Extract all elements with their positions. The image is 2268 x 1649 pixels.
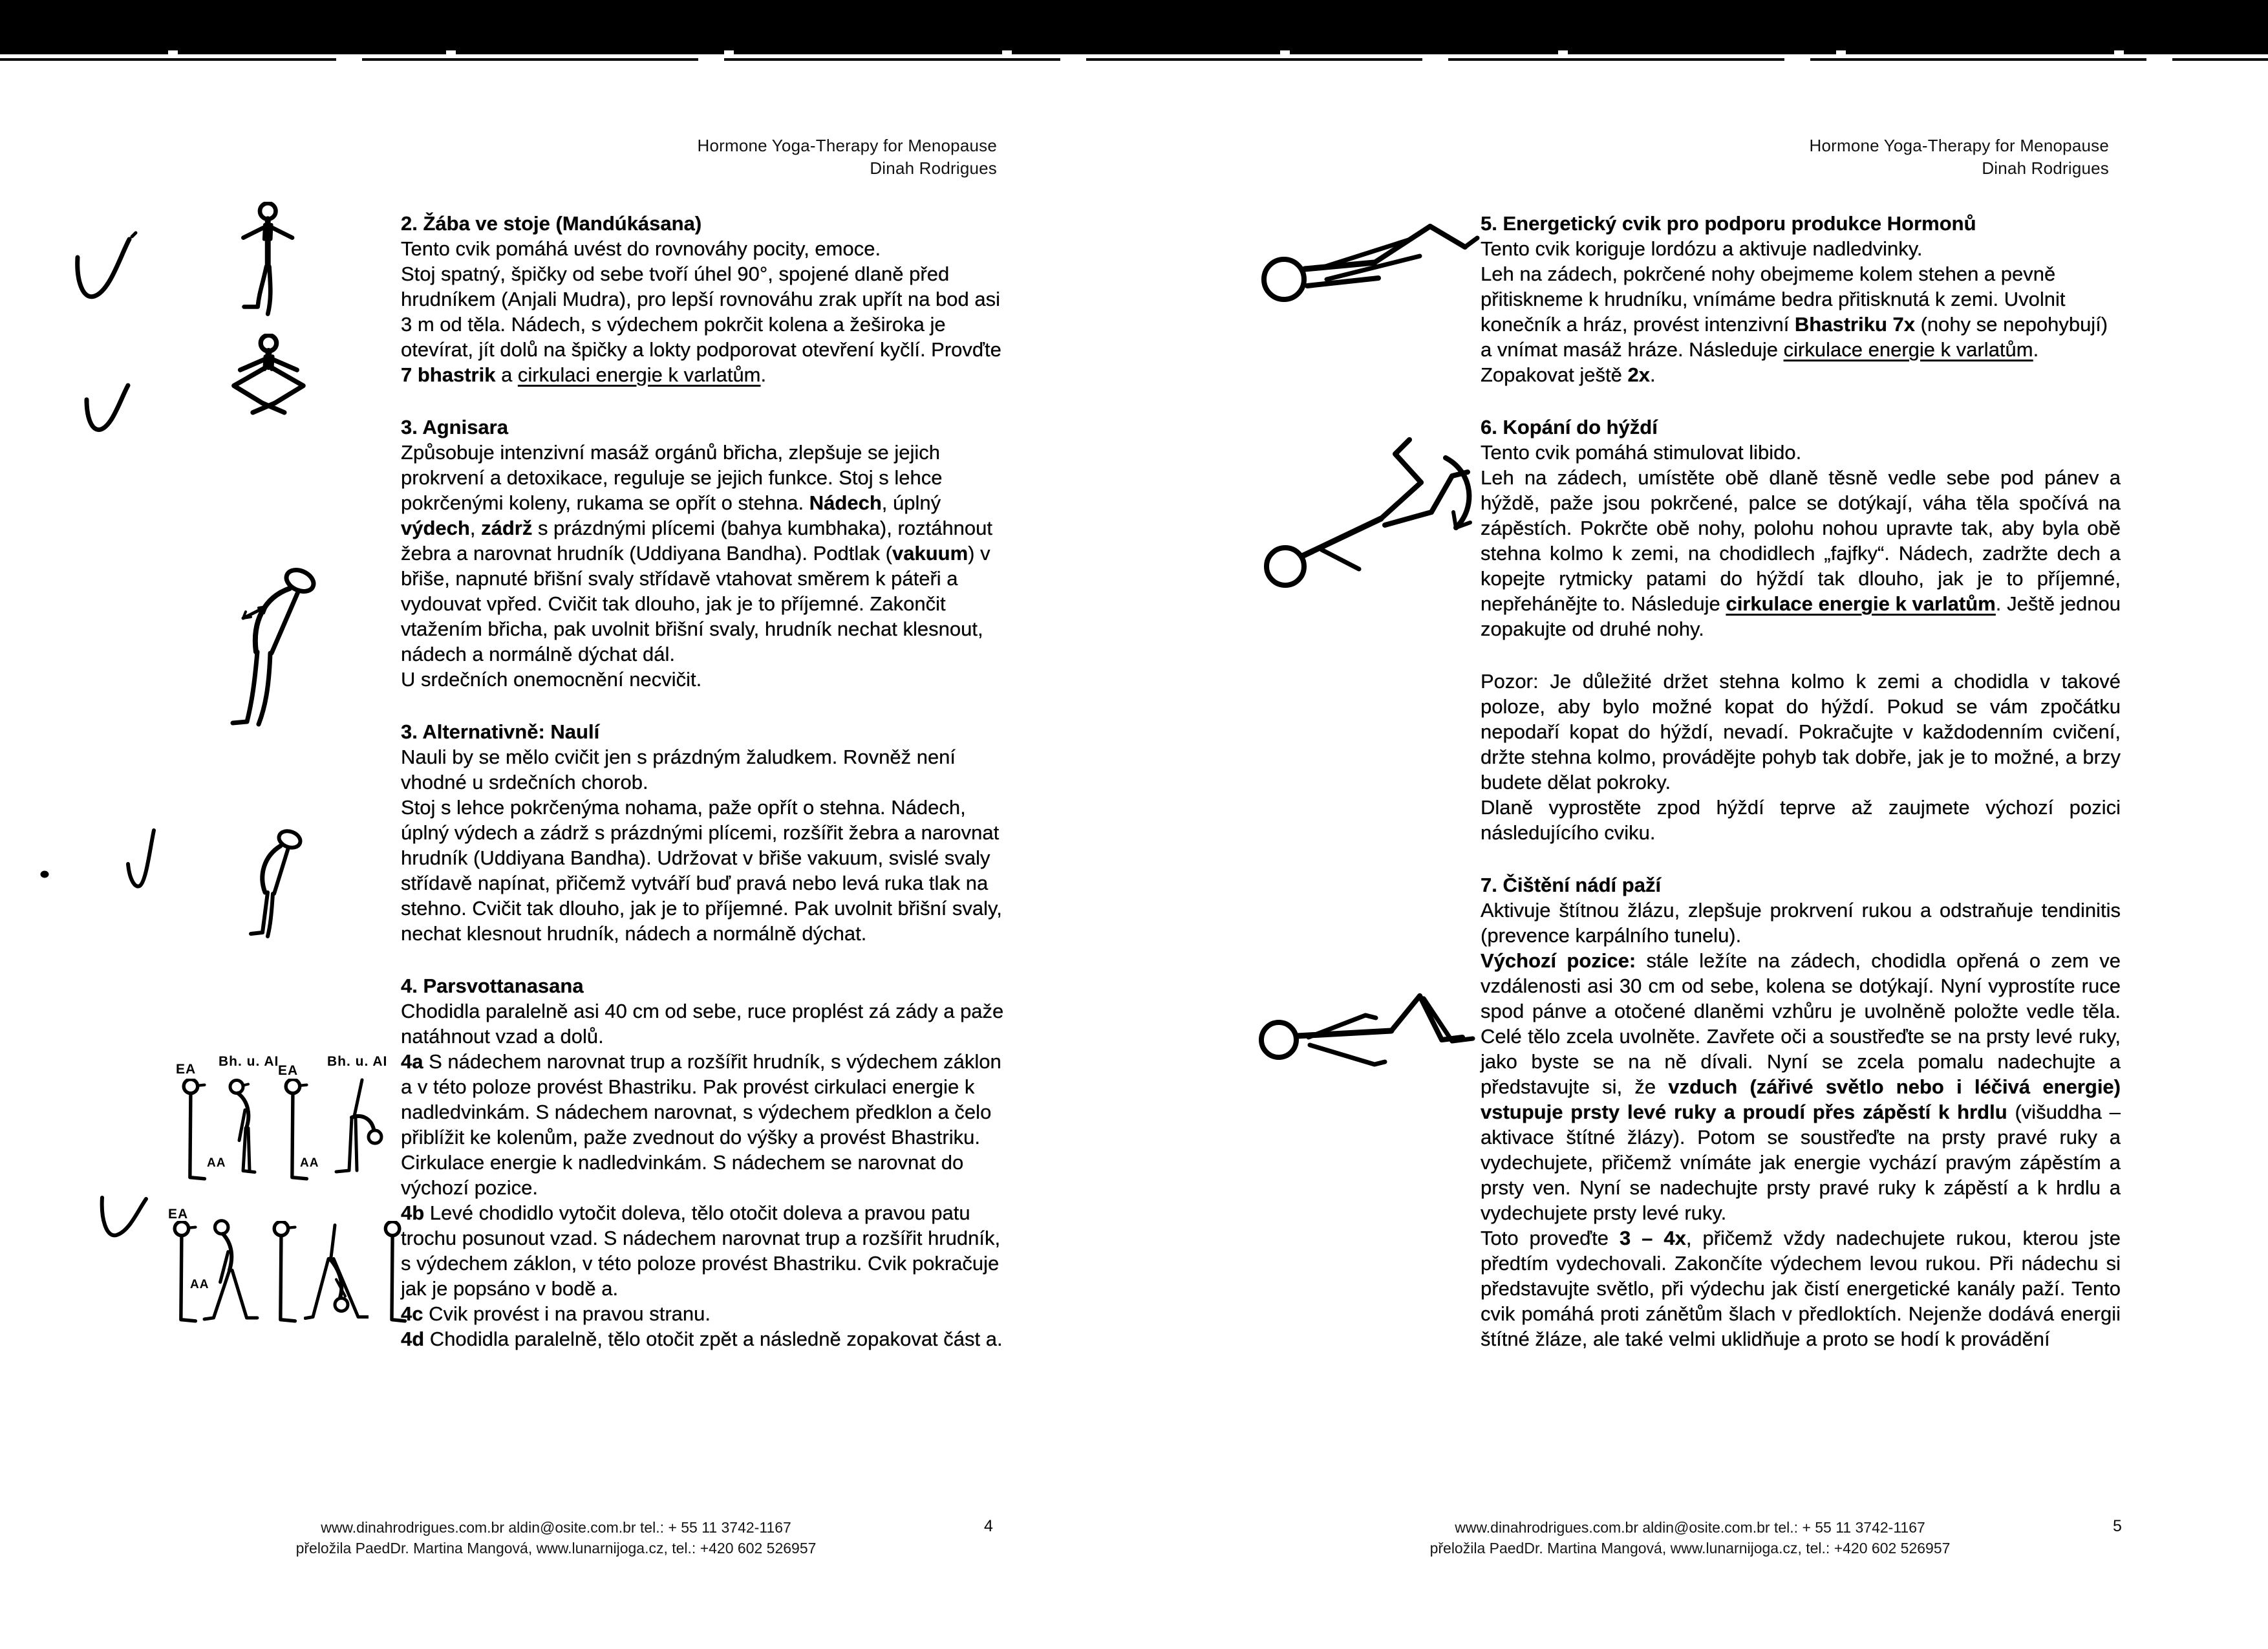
figure-label: AA <box>190 1278 209 1291</box>
exercise-section <box>1481 211 2121 387</box>
text-segment: cirkulace energie k varlatům <box>1783 338 2033 361</box>
figure-turned-forward-bend-icon <box>202 1218 261 1335</box>
text-segment: vzduch (zářivé světlo nebo i léčivá energie) vstupuje prsty levé ruky a proudí přes zápěstí k hrdlu <box>1481 1075 2121 1123</box>
text-segment: s prázdnými plícemi (bahya kumbhaka), roztáhnout žebra a narovnat hrudník (Uddiyana Bandha). Podtlak ( <box>401 517 992 565</box>
header-title: Hormone Yoga-Therapy for Menopause <box>1809 136 2109 155</box>
figure-label: AA <box>300 1156 319 1170</box>
text-segment: cirkulaci energie k varlatům <box>517 363 761 386</box>
figure-label: Bh. u. AI <box>327 1054 388 1069</box>
figure-label: EA <box>168 1207 189 1222</box>
paragraph <box>401 795 1012 946</box>
text-segment: 2x <box>1627 363 1650 386</box>
exercise-section <box>401 719 1012 946</box>
text-segment: cirkulace energie k varlatům <box>1726 592 1996 615</box>
paragraph <box>1481 669 2121 795</box>
figure-heel-kick-pose-icon <box>1254 420 1477 595</box>
text-segment: a <box>495 363 518 386</box>
figure-frog-squat-pose-icon <box>228 334 306 416</box>
text-segment: . <box>760 363 767 386</box>
header-title: Hormone Yoga-Therapy for Menopause <box>697 136 997 155</box>
footer-contact-line: www.dinahrodrigues.com.br aldin@osite.com.br tel.: + 55 11 3742-1167 <box>1455 1519 1925 1536</box>
text-segment: zádrž <box>481 517 533 539</box>
footer-contact-line: www.dinahrodrigues.com.br aldin@osite.com.br tel.: + 55 11 3742-1167 <box>321 1519 791 1536</box>
paragraph <box>1481 236 2121 261</box>
page-number: 5 <box>2113 1517 2122 1535</box>
section-heading: 7. Čištění nádí paží <box>1481 874 1662 896</box>
text-segment: Leh na zádech, umístěte obě dlaně těsně vedle sebe pod pánev a hýždě, paže jsou pokrčené, palce se dotýkají, váha těla spočívá na zápěstích. Pokrčte obě nohy, polohu nohou upravte tak, aby byla obě stehna kolmo k zemi, na chodidlech „fajfky“. Nádech, zadržte dech a kopejte rytmicky patami do hýždí tak dlouho, jak je to příjemné, nepřehánějte to. Následuje <box>1481 466 2121 615</box>
paragraph <box>1481 261 2121 387</box>
section-heading: 4. Parsvottanasana <box>401 975 584 997</box>
paragraph <box>401 236 1012 261</box>
figure-standing-pose-icon <box>264 1221 300 1332</box>
text-segment: Toto proveďte <box>1481 1227 1620 1249</box>
text-segment: Nádech <box>809 491 882 514</box>
text-segment: , <box>469 517 482 539</box>
text-segment: Tento cvik pomáhá uvést do rovnováhy pocity, emoce. <box>401 237 881 260</box>
text-segment: . Zopakovat ještě <box>1481 338 2039 386</box>
exercise-section <box>1481 669 2121 845</box>
exercise-section <box>1481 872 2121 1352</box>
section-heading: 3. Alternativně: Naulí <box>401 720 600 743</box>
footer-translator-line: přeložila PaedDr. Martina Mangová, www.lunarnijoga.cz, tel.: +420 602 526957 <box>1429 1540 1951 1557</box>
exercise-section <box>401 211 1012 387</box>
page-footer <box>1406 1517 1974 1558</box>
paragraph <box>1481 795 2121 845</box>
handwritten-dot-icon <box>39 869 50 879</box>
figure-forward-bend-start-icon <box>217 1075 269 1190</box>
text-segment: , úplný <box>881 491 941 514</box>
figure-standing-pose-icon <box>275 1079 312 1190</box>
section-heading: 2. Žába ve stoje (Mandúkásana) <box>401 212 702 235</box>
figure-lying-knees-bent-pose-icon <box>1254 989 1499 1088</box>
footer-translator-line: přeložila PaedDr. Martina Mangová, www.lunarnijoga.cz, tel.: +420 602 526957 <box>295 1540 817 1557</box>
page-header <box>697 135 997 180</box>
paragraph <box>401 667 1012 692</box>
text-segment: Chodidla paralelně, tělo otočit zpět a následně zopakovat část a. <box>424 1328 1003 1350</box>
text-segment: ) v břiše, napnuté břišní svaly střídavě vtahovat směrem k páteři a vydouvat vpřed. Cvičit tak dlouho, jak je to příjemné. Zakončit vtažením břicha, pak uvolnit břišní svaly, hrudník nechat klesnout, nádech a normálně dýchat dál. <box>401 542 990 665</box>
text-segment: U srdečních onemocnění necvičit. <box>401 668 702 691</box>
figure-deep-forward-fold-icon <box>325 1072 384 1190</box>
paragraph <box>1481 465 2121 641</box>
paragraph <box>1481 898 2121 948</box>
paragraph <box>1481 948 2121 1225</box>
text-segment: (višuddha – aktivace štítné žlázy). Potom se soustřeďte na prsty pravé ruky a vydechujete, přičemž vnímáte jak energie vychází pravým zápěstím a prsty ven. Nyní se nadechujte prsty pravé ruky k zápěstí a k hrdlu a vydechujete prsty levé ruky. <box>1481 1101 2121 1224</box>
paragraph <box>401 1200 1012 1301</box>
header-author: Dinah Rodrigues <box>870 158 997 178</box>
exercise-section <box>401 415 1012 692</box>
text-segment: Stoj s lehce pokrčenýma nohama, paže opřít o stehna. Nádech, úplný výdech a zádrž s prázdnými plícemi, rozšířit žebra a narovnat hrudník (Uddiyana Bandha). Udržovat v břiše vakuum, svislé svaly střídavě napínat, přičemž vytváří buď pravá nebo levá ruka tlak na stehno. Cvičit tak dlouho, jak je to příjemné. Pak uvolnit břišní svaly, nechat klesnout hrudník, nádech a normálně dýchat. <box>401 796 1002 945</box>
header-author: Dinah Rodrigues <box>1982 158 2109 178</box>
paragraph <box>401 1326 1012 1352</box>
text-segment: 4a <box>401 1050 423 1073</box>
section-heading: 3. Agnisara <box>401 416 508 438</box>
text-segment: Aktivuje štítnou žlázu, zlepšuje prokrvení rukou a odstraňuje tendinitis (prevence karpálního tunelu). <box>1481 899 2121 947</box>
text-segment: Levé chodidlo vytočit doleva, tělo otočit doleva a pravou patu trochu posunout vzad. S nádechem narovnat trup a rozšířit hrudník, s výdechem záklon, v této poloze provést Bhastriku. Cvik pokračuje jak je popsáno v bodě a. <box>401 1202 1001 1300</box>
text-segment: Dlaně vyprostěte zpod hýždí teprve až zaujmete výchozí pozici následujícího cviku. <box>1481 796 2121 844</box>
text-segment: Pozor: Je důležité držet stehna kolmo k zemi a chodidla v takové poloze, aby bylo možné kopat do hýždí. Pokud se vám zpočátku nepodaří kopat do hýždí, nevadí. Pokračujte v každodenním cvičení, držte stehna kolmo, provádějte pohyb tak dobře, jak je to možné, a brzy budete dělat pokroky. <box>1481 670 2121 793</box>
handwritten-checkmark-icon <box>72 230 149 313</box>
page-footer <box>272 1517 840 1558</box>
text-segment: S nádechem narovnat trup a rozšířit hrudník, s výdechem záklon a v této poloze provést Bhastriku. Pak provést cirkulaci energie k nadledvinkám. S nádechem narovnat, s výdechem předklon a čelo přiblížit ke kolenům, paže zvednout do výšky a provést Bhastriku. Cirkulace energie k nadledvinkám. S nádechem se narovnat do výchozí pozice. <box>401 1050 1001 1199</box>
exercise-section <box>401 973 1012 1352</box>
text-segment: 4d <box>401 1328 425 1350</box>
section-heading: 5. Energetický cvik pro podporu produkce Hormonů <box>1481 212 1976 235</box>
paragraph <box>401 261 1012 387</box>
exercise-section <box>1481 415 2121 641</box>
paragraph <box>401 1049 1012 1200</box>
page-number: 4 <box>984 1517 993 1535</box>
text-segment: Leh na zádech, pokrčené nohy obejmeme kolem stehen a pevně přitiskneme k hrudníku, vnímáme bedra přitisknutá k zemi. Uvolnit konečník a hráz, provést intenzivní <box>1481 263 2066 336</box>
text-segment: . <box>1649 363 1656 386</box>
paragraph <box>1481 1225 2121 1352</box>
figure-label: Bh. u. AI <box>219 1054 279 1069</box>
figure-fold-over-leg-icon <box>304 1217 369 1336</box>
text-segment: vakuum <box>892 542 968 565</box>
text-segment: Tento cvik koriguje lordózu a aktivuje nadledvinky. <box>1481 237 1923 260</box>
text-segment: 7 bhastrik <box>401 363 496 386</box>
paragraph <box>401 1301 1012 1326</box>
text-segment: (nohy se nepohybují) a vnímat masáž hráze. Následuje <box>1481 313 2108 361</box>
text-segment: 4c <box>401 1302 423 1325</box>
paragraph <box>401 998 1012 1049</box>
document-page-5 <box>1134 0 2268 1649</box>
text-segment: . Ještě jednou zopakujte od druhé nohy. <box>1481 592 2121 640</box>
text-segment: Bhastriku 7x <box>1794 313 1915 336</box>
text-segment: 3 – 4x <box>1619 1227 1686 1249</box>
text-segment: Způsobuje intenzivní masáž orgánů břicha, zlepšuje se jejich prokrvení a detoxikace, reguluje se jejich funkce. Stoj s lehce pokrčenými koleny, rukama se opřít o stehna. <box>401 441 943 514</box>
figure-standing-pose-icon <box>173 1079 209 1190</box>
text-column <box>401 211 1012 1379</box>
figure-standing-pose-icon <box>164 1221 200 1332</box>
figure-knees-to-chest-pose-icon <box>1257 200 1480 323</box>
figure-label: AA <box>207 1156 226 1170</box>
figure-standing-prayer-pose-icon <box>228 202 305 317</box>
text-segment: Výchozí pozice: <box>1481 949 1636 972</box>
text-segment: , přičemž vždy nadechujete rukou, kterou jste předtím vydechovali. Zakončíte výdechem levou rukou. Při nádechu si představujte světlo, při výdechu jak čistí energetické kanály paží. Tento cvik pomáhá proti zánětům šlach v předloktích. Nejenže dodává energii štítné žláze, ale také velmi uklidňuje a proto se hodí k provádění <box>1481 1227 2121 1350</box>
text-segment: Stoj spatný, špičky od sebe tvoří úhel 90°, spojené dlaně před hrudníkem (Anjali Mudra), pro lepší rovnováhu zrak upřít na bod asi 3 m od těla. Nádech, s výdechem pokrčit kolena a žeširoka je otevírat, jít dolů na špičky a lokty podporovat otevření kyčlí. Provďte <box>401 263 1001 361</box>
section-heading: 6. Kopání do hýždí <box>1481 416 1658 438</box>
paragraph <box>401 744 1012 795</box>
figure-nauli-bent-pose-icon <box>238 826 314 944</box>
text-column <box>1481 211 2121 1379</box>
figure-label: EA <box>176 1062 197 1077</box>
text-segment: výdech <box>401 517 470 539</box>
text-segment: Nauli by se mělo cvičit jen s prázdným žaludkem. Rovněž není vhodné u srdečních chorob. <box>401 746 956 793</box>
text-segment: Tento cvik pomáhá stimulovat libido. <box>1481 441 1802 464</box>
text-segment: stále ležíte na zádech, chodidla opřená o zem ve vzdálenosti asi 30 cm od sebe, kolena se dotýkají. Nyní vyprostíte ruce spod pánve a otočené dlaněmi vzhůru je uvolněně položte vedle těla. Celé tělo zcela uvolněte. Zavřete oči a soustřeďte se na prsty levé ruky, jako byste se na ně dívali. Nyní se zcela pomalu nadechujte a představujte si, že <box>1481 949 2121 1098</box>
handwritten-checkmark-icon <box>124 826 156 892</box>
text-segment: Chodidla paralelně asi 40 cm od sebe, ruce proplést zá zády a paže natáhnout vzad a dolů. <box>401 1000 1004 1048</box>
text-segment: Cvik provést i na pravou stranu. <box>423 1302 711 1325</box>
figure-agnisara-bent-pose-icon <box>217 555 334 749</box>
text-segment: 4b <box>401 1202 425 1224</box>
handwritten-checkmark-icon <box>100 1192 151 1245</box>
page-header <box>1809 135 2109 180</box>
paragraph <box>1481 440 2121 465</box>
handwritten-checkmark-icon <box>83 380 137 440</box>
paragraph <box>401 440 1012 667</box>
figure-label: EA <box>278 1063 299 1078</box>
